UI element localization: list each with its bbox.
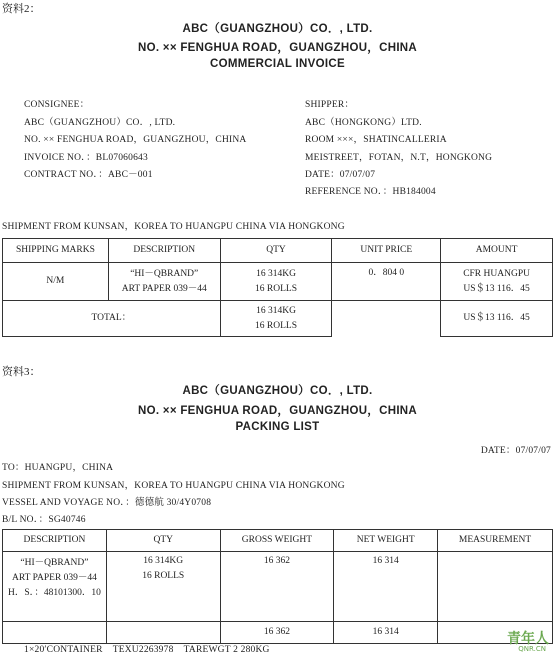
- shipper-name: ABC（HONGKONG）LTD.: [305, 118, 422, 128]
- description-cell: [108, 263, 220, 301]
- packing-company-name: ABC（GUANGZHOU）CO．, LTD.: [182, 385, 373, 397]
- invoice-table: [2, 238, 553, 337]
- total-label: TOTAL：: [3, 301, 221, 337]
- invoice-table-header: [3, 239, 553, 263]
- shipper-room: ROOM ×××，SHATINCALLERIA: [305, 135, 447, 145]
- watermark-logo: 青年人: [507, 631, 549, 647]
- packing-shipment-route: SHIPMENT FROM KUNSAN，KOREA TO HUANGPU CHINA VIA HONGKONG: [2, 481, 345, 491]
- amount-terms: CFR HUANGPU: [463, 268, 530, 279]
- total-amount: US＄13 116．45: [441, 301, 553, 337]
- description-cell: [3, 552, 107, 622]
- invoice-company-name: ABC（GUANGZHOU）CO．, LTD.: [182, 23, 373, 35]
- vessel-voyage: VESSEL AND VOYAGE NO．：德德航 30/4Y0708: [2, 498, 212, 508]
- packing-table-header: [3, 530, 553, 552]
- shipper-heading: SHIPPER：: [305, 100, 355, 110]
- packing-company-address: NO. ×× FENGHUA ROAD，GUANGZHOU，CHINA: [137, 405, 418, 417]
- packing-table: [2, 529, 553, 644]
- invoice-shipment-route: SHIPMENT FROM KUNSAN，KOREA TO HUANGPU CHINA VIA HONGKONG: [2, 222, 345, 232]
- header-description: DESCRIPTION: [108, 239, 220, 263]
- table-row-total: [3, 301, 553, 337]
- reference-number: REFERENCE NO．：HB184004: [305, 187, 436, 197]
- packing-list-title: PACKING LIST: [235, 421, 320, 433]
- qty-cell: [106, 552, 220, 622]
- qty-rolls: 16 ROLLS: [255, 283, 298, 294]
- total-net-weight: 16 314: [334, 622, 438, 644]
- gross-weight-cell: 16 362: [220, 552, 334, 622]
- header-qty: QTY: [106, 530, 220, 552]
- packing-destination: TO：HUANGPU，CHINA: [2, 463, 114, 473]
- hs-code: H．S．：48101300．10: [7, 588, 101, 598]
- header-measurement: MEASUREMENT: [438, 530, 553, 552]
- header-unit-price: UNIT PRICE: [332, 239, 441, 263]
- material3-label: 资料3：: [2, 366, 41, 378]
- qty-rolls: 16 ROLLS: [142, 571, 185, 581]
- description-line: ART PAPER 039－44: [11, 573, 97, 583]
- unit-price-cell: 0．804 0: [332, 263, 441, 301]
- total-qty-rolls: 16 ROLLS: [255, 320, 298, 331]
- amount-cell: [441, 263, 553, 301]
- amount-value: US＄13 116．45: [463, 283, 530, 294]
- bl-number: B/L NO．：SG40746: [2, 515, 86, 525]
- qty-cell: [220, 263, 332, 301]
- qty-weight: 16 314KG: [256, 268, 296, 279]
- description-line: “HI－QBRAND”: [130, 268, 199, 279]
- shipping-marks-cell: N/M: [3, 263, 109, 301]
- table-row: [3, 552, 553, 622]
- container-info: 1×20′CONTAINER TEXU2263978 TAREWGT 2 280KG: [24, 645, 270, 655]
- consignee-address: NO. ×× FENGHUA ROAD，GUANGZHOU，CHINA: [24, 135, 247, 145]
- shipper-street: MEISTREET，FOTAN，N.T，HONGKONG: [305, 153, 493, 163]
- invoice-title: COMMERCIAL INVOICE: [210, 58, 345, 70]
- table-row-total: [3, 622, 553, 644]
- net-weight-cell: 16 314: [334, 552, 438, 622]
- contract-number: CONTRACT NO．：ABC－001: [24, 170, 153, 180]
- watermark-site: QNR.CN: [518, 645, 546, 653]
- header-shipping-marks: SHIPPING MARKS: [3, 239, 109, 263]
- total-unit-price-cell: [332, 301, 441, 337]
- consignee-name: ABC（GUANGZHOU）CO．, LTD.: [24, 118, 176, 128]
- description-line: “HI－QBRAND”: [20, 558, 89, 568]
- invoice-company-address: NO. ×× FENGHUA ROAD，GUANGZHOU，CHINA: [137, 42, 418, 54]
- header-gross-weight: GROSS WEIGHT: [220, 530, 334, 552]
- material2-label: 资料2：: [2, 3, 41, 15]
- table-row: [3, 263, 553, 301]
- total-gross-weight: 16 362: [220, 622, 334, 644]
- header-description: DESCRIPTION: [3, 530, 107, 552]
- header-net-weight: NET WEIGHT: [334, 530, 438, 552]
- total-empty-cell: [106, 622, 220, 644]
- qty-weight: 16 314KG: [143, 556, 184, 566]
- consignee-heading: CONSIGNEE：: [24, 100, 90, 110]
- total-qty-weight: 16 314KG: [256, 305, 296, 316]
- invoice-number: INVOICE NO．：BL07060643: [24, 153, 148, 163]
- total-qty-cell: [220, 301, 332, 337]
- measurement-cell: [438, 552, 553, 622]
- header-amount: AMOUNT: [441, 239, 553, 263]
- total-empty-cell: [3, 622, 107, 644]
- invoice-date: DATE：07/07/07: [305, 170, 376, 180]
- header-qty: QTY: [220, 239, 332, 263]
- description-line: ART PAPER 039－44: [121, 283, 207, 294]
- packing-date: DATE：07/07/07: [480, 446, 551, 456]
